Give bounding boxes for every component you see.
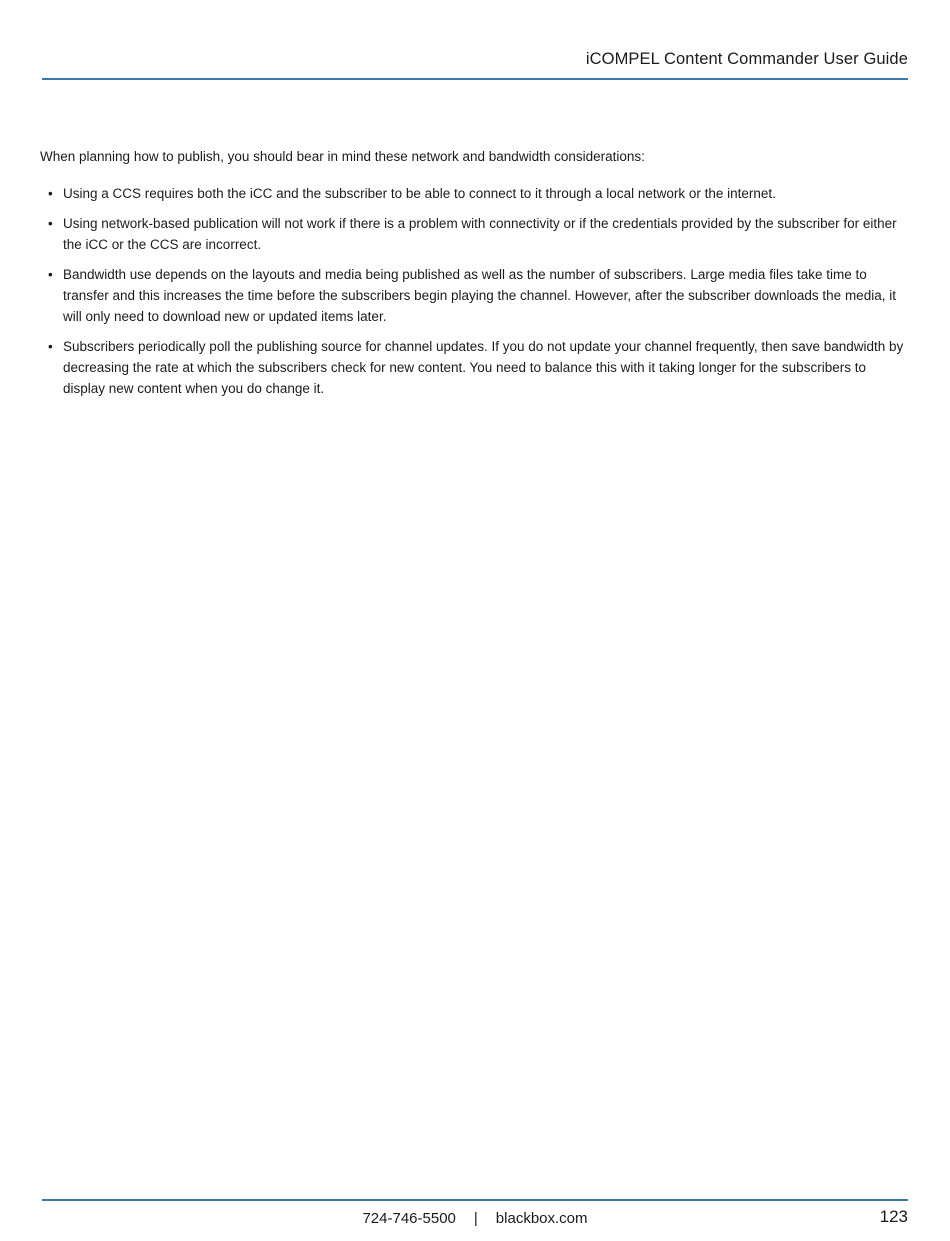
page-number: 123 (879, 1207, 908, 1226)
bullet-icon: • (48, 267, 53, 282)
footer-row (42, 1201, 908, 1227)
bullet-item (40, 264, 905, 327)
footer-contact (42, 1210, 908, 1227)
bullet-text: Using network-based publication will not work if there is a problem with connectivity or if the credentials provided by the subscriber for either the iCC or the CCS are incorrect. (63, 216, 897, 252)
bullet-item (40, 213, 905, 255)
bullet-list (40, 183, 905, 399)
bullet-text: Subscribers periodically poll the publishing source for channel updates. If you do not update your channel frequently, then save bandwidth by decreasing the rate at which the subscribers check for new content. You need to balance this with it taking longer for the subscribers to display new content when you do change it. (63, 339, 904, 396)
footer-phone: 724-746-5500 (362, 1210, 456, 1227)
intro-paragraph: When planning how to publish, you should bear in mind these network and bandwidth considerations: (40, 149, 645, 164)
bullet-item (40, 183, 905, 204)
bullet-icon: • (48, 339, 53, 354)
page-body (0, 80, 950, 408)
footer-separator: | (473, 1210, 478, 1227)
footer-site: blackbox.com (495, 1210, 588, 1227)
page-header (0, 0, 950, 80)
bullet-icon: • (48, 216, 53, 231)
bullet-icon: • (48, 186, 53, 201)
bullet-text: Bandwidth use depends on the layouts and media being published as well as the number of subscribers. Large media files take time to transfer and this increases the time before the subscribers begin playing the channel. However, after the subscriber downloads the media, it will only need to download new or updated items later. (63, 267, 896, 324)
bullet-text: Using a CCS requires both the iCC and the subscriber to be able to connect to it through a local network or the internet. (63, 186, 776, 201)
page-title: iCOMPEL Content Commander User Guide (585, 50, 908, 68)
bullet-item (40, 336, 905, 399)
page-footer (0, 1199, 950, 1241)
